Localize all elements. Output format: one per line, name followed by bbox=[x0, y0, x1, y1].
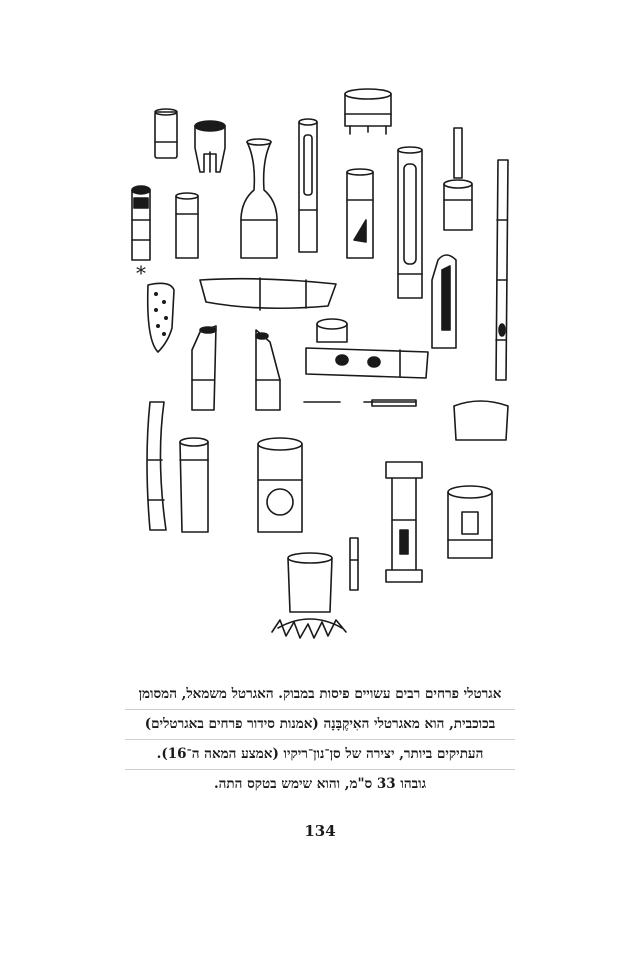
vase-flared-neck bbox=[241, 139, 277, 258]
vase-fringed-base bbox=[272, 553, 346, 638]
bamboo-vases-illustration bbox=[110, 80, 530, 680]
vase-tall-slotted bbox=[299, 119, 317, 252]
vase-curved-tall bbox=[147, 402, 166, 530]
vase-cup-in-frame bbox=[448, 486, 492, 558]
vase-round-lidded bbox=[317, 319, 347, 342]
star-marker: * bbox=[136, 261, 146, 285]
caption-line-1: אגרטלי פרחים רבים עשויים פיסות במבוק. האגרטל משמאל, המסומן bbox=[138, 686, 502, 702]
vase-wide-bowl bbox=[454, 401, 508, 440]
vase-slant-cut-right bbox=[256, 330, 280, 410]
vase-ladder-frame bbox=[386, 462, 422, 582]
vase-straight-cylinder bbox=[180, 438, 208, 532]
caption-line-2: בכוכבית, הוא מאגרטלי האִיקֶבָּנָה (אמנות סידור פרחים באגרטלים) bbox=[125, 709, 515, 739]
vase-small-short bbox=[155, 109, 177, 158]
vase-tall-thin-cane bbox=[496, 160, 508, 380]
vase-horizontal-windows bbox=[306, 348, 428, 378]
vase-low-basin bbox=[345, 89, 391, 134]
vase-thin-hanging-rod bbox=[304, 400, 416, 406]
vase-long-window bbox=[398, 147, 422, 298]
caption-line-3: העתיקים ביותר, יצירה של סן־נון־ריקיו (אמצע המאה ה־16). bbox=[125, 739, 515, 769]
figure-caption bbox=[125, 680, 515, 799]
vase-side-window bbox=[347, 169, 373, 258]
vase-starred-oldest bbox=[132, 186, 150, 260]
vase-tiny-stalk bbox=[350, 538, 358, 590]
vase-bamboo-segment bbox=[176, 193, 198, 258]
vase-round-cutout bbox=[258, 438, 302, 532]
vase-slanted-tall-window bbox=[432, 255, 456, 348]
page-number: 134 bbox=[304, 822, 336, 840]
caption-line-4: גובהו 33 ס"מ, והוא שימש בטקס התה. bbox=[125, 769, 515, 799]
vase-cup-on-stem bbox=[444, 128, 472, 230]
vase-three-legged bbox=[195, 121, 225, 172]
vase-slant-cut-left bbox=[192, 326, 216, 410]
vase-horizontal-boat bbox=[200, 278, 336, 310]
vase-woven-basket bbox=[148, 283, 174, 352]
